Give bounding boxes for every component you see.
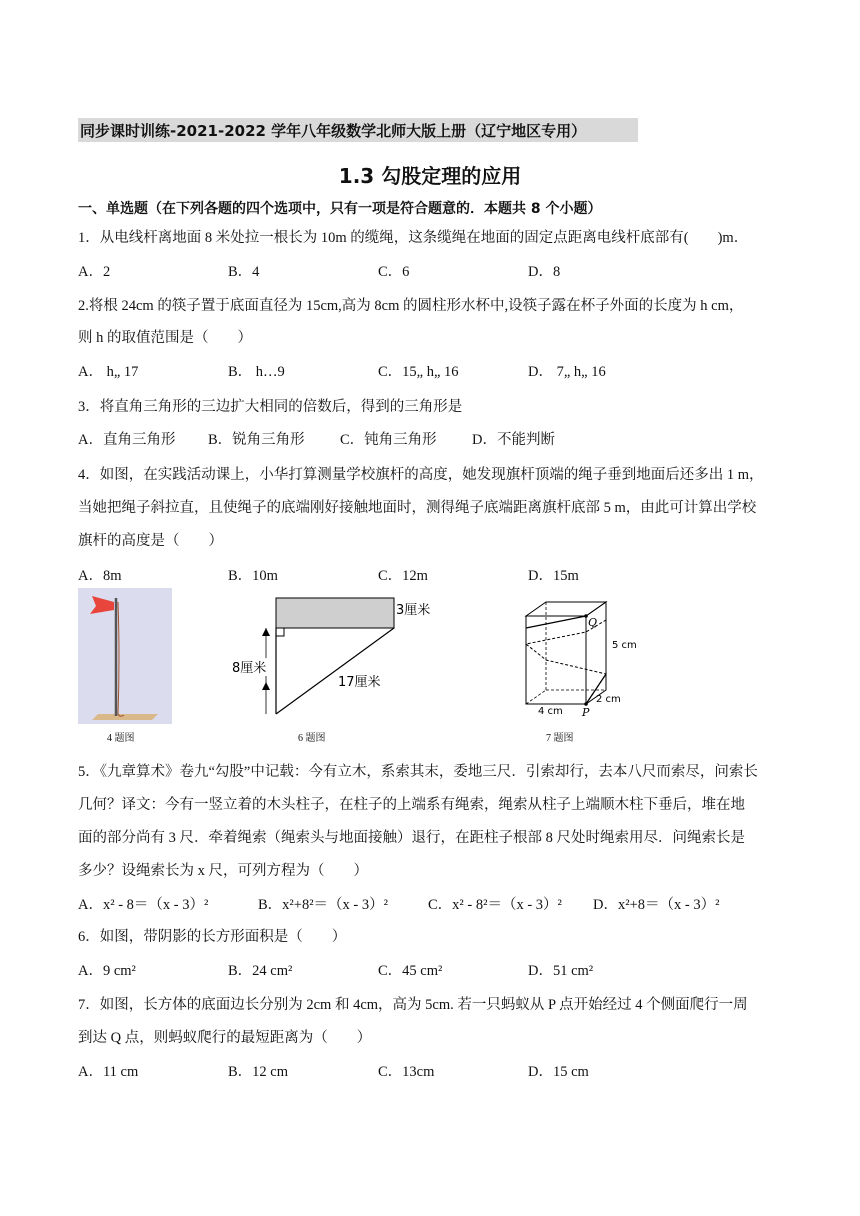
q3-option-b: B．锐角三角形 <box>208 432 305 448</box>
figure-4-flagpole <box>78 588 172 724</box>
q2-stem-line2: 则 h 的取值范围是（ ） <box>78 330 252 346</box>
q4-stem-line1: 4．如图，在实践活动课上，小华打算测量学校旗杆的高度，她发现旗杆顶端的绳子垂到地面后还多出 1 m， <box>78 467 764 483</box>
fig7-top-face <box>526 602 606 616</box>
q4-option-d: D．15m <box>528 568 579 584</box>
q6-option-a: A．9 cm² <box>78 963 136 979</box>
fig6-arrow-up-lower <box>262 682 270 690</box>
q3-option-c: C．钝角三角形 <box>340 432 437 448</box>
q7-option-d: D．15 cm <box>528 1064 589 1080</box>
q5-option-c: C．x² - 8²＝（x - 3）² <box>428 897 562 913</box>
q5-option-b: B．x²+8²＝（x - 3）² <box>258 897 388 913</box>
q5-stem-line1: 5．《九章算术》卷九“勾股”中记载：今有立木，系索其末，委地三尺．引索却行，去本八尺而索尽，问索长 <box>78 764 758 780</box>
q7-option-b: B．12 cm <box>228 1064 289 1080</box>
q1-stem: 1．从电线杆离地面 8 米处拉一根长为 10m 的缆绳，这条缆绳在地面的固定点距离电线杆底部有( )m． <box>78 230 749 246</box>
q3-option-a: A．直角三角形 <box>78 432 176 448</box>
fig7-path-top <box>526 616 586 628</box>
fig7-label-p: P <box>582 706 590 718</box>
q7-stem-line1: 7．如图，长方体的底面边长分别为 2cm 和 4cm，高为 5cm. 若一只蚂蚁从 P 点开始经过 4 个侧面爬行一周 <box>78 997 748 1013</box>
q1-option-c: C．6 <box>378 264 410 280</box>
fig6-arrow-up <box>262 628 270 636</box>
q6-option-c: C．45 cm² <box>378 963 443 979</box>
page-title: 1.3 勾股定理的应用 <box>338 164 522 188</box>
q7-option-c: C．13cm <box>378 1064 435 1080</box>
q4-option-c: C．12m <box>378 568 428 584</box>
q2-option-a: A． h„ 17 <box>78 364 139 380</box>
q4-option-b: B．10m <box>228 568 278 584</box>
fig6-caption: 6 题图 <box>298 733 326 744</box>
fig7-hidden-edge-d <box>526 690 546 704</box>
q2-option-b: B． h…9 <box>228 364 285 380</box>
q1-option-d: D．8 <box>528 264 561 280</box>
fig7-front-face <box>526 616 586 704</box>
q5-stem-line3: 面的部分尚有 3 尺．牵着绳索（绳索头与地面接触）退行，在距柱子根部 8 尺处时绳索用尽．问绳索长是 <box>78 830 745 846</box>
q5-option-d: D．x²+8＝（x - 3）² <box>593 897 720 913</box>
q7-option-a: A．11 cm <box>78 1064 139 1080</box>
q5-stem-line2: 几何？译文：今有一竖立着的木头柱子，在柱子的上端系有绳索，绳索从柱子上端顺木柱下垂后，堆在地 <box>78 797 745 813</box>
q2-option-d: D． 7„ h„ 16 <box>528 364 606 380</box>
q4-stem-line2: 当她把绳子斜拉直，且使绳子的底端刚好接触地面时，测得绳子底端距离旗杆底部 5 m，由此可计算出学校 <box>78 500 757 516</box>
q3-option-d: D．不能判断 <box>472 432 555 448</box>
fig7-label-depth: 2 cm <box>596 694 621 705</box>
q4-stem-line3: 旗杆的高度是（ ） <box>78 533 223 549</box>
q1-option-b: B．4 <box>228 264 260 280</box>
fig4-ground <box>92 714 158 720</box>
q1-option-a: A．2 <box>78 264 111 280</box>
fig6-right-angle-mark <box>276 628 284 636</box>
q2-option-c: C．15„ h„ 16 <box>378 364 459 380</box>
figure-7-prism <box>516 598 656 718</box>
q6-stem: 6．如图，带阴影的长方形面积是（ ） <box>78 929 347 945</box>
fig7-label-height: 5 cm <box>612 640 637 651</box>
q6-option-d: D．51 cm² <box>528 963 594 979</box>
q3-stem: 3．将直角三角形的三边扩大相同的倍数后，得到的三角形是 <box>78 399 463 415</box>
fig4-caption: 4 题图 <box>107 733 135 744</box>
fig7-label-q: Q <box>588 616 598 629</box>
q4-option-a: A．8m <box>78 568 122 584</box>
q2-stem-line1: 2.将根 24cm 的筷子置于底面直径为 15cm,高为 8cm 的圆柱形水杯中,设筷子露在杯子外面的长度为 h cm， <box>78 298 744 314</box>
q5-option-a: A．x² - 8＝（x - 3）² <box>78 897 209 913</box>
fig6-label-left: 8厘米 <box>232 661 267 676</box>
fig7-caption: 7 题图 <box>546 733 574 744</box>
fig6-label-top: 3厘米 <box>396 603 431 618</box>
fig4-background <box>78 588 172 724</box>
header-text: 同步课时训练-2021-2022 学年八年级数学北师大版上册（辽宁地区专用） <box>80 122 587 140</box>
fig6-label-hyp: 17厘米 <box>338 675 381 690</box>
fig6-shaded-rectangle <box>276 598 394 628</box>
q5-stem-line4: 多少？设绳索长为 x 尺，可列方程为（ ） <box>78 863 368 879</box>
q7-stem-line2: 到达 Q 点，则蚂蚁爬行的最短距离为（ ） <box>78 1030 372 1046</box>
fig7-label-width: 4 cm <box>538 706 563 717</box>
section-heading: 一、单选题（在下列各题的四个选项中，只有一项是符合题意的．本题共 8 个小题） <box>78 201 602 217</box>
q6-option-b: B．24 cm² <box>228 963 293 979</box>
figure-6-triangle <box>228 590 458 718</box>
fig6-hypotenuse <box>276 628 394 714</box>
